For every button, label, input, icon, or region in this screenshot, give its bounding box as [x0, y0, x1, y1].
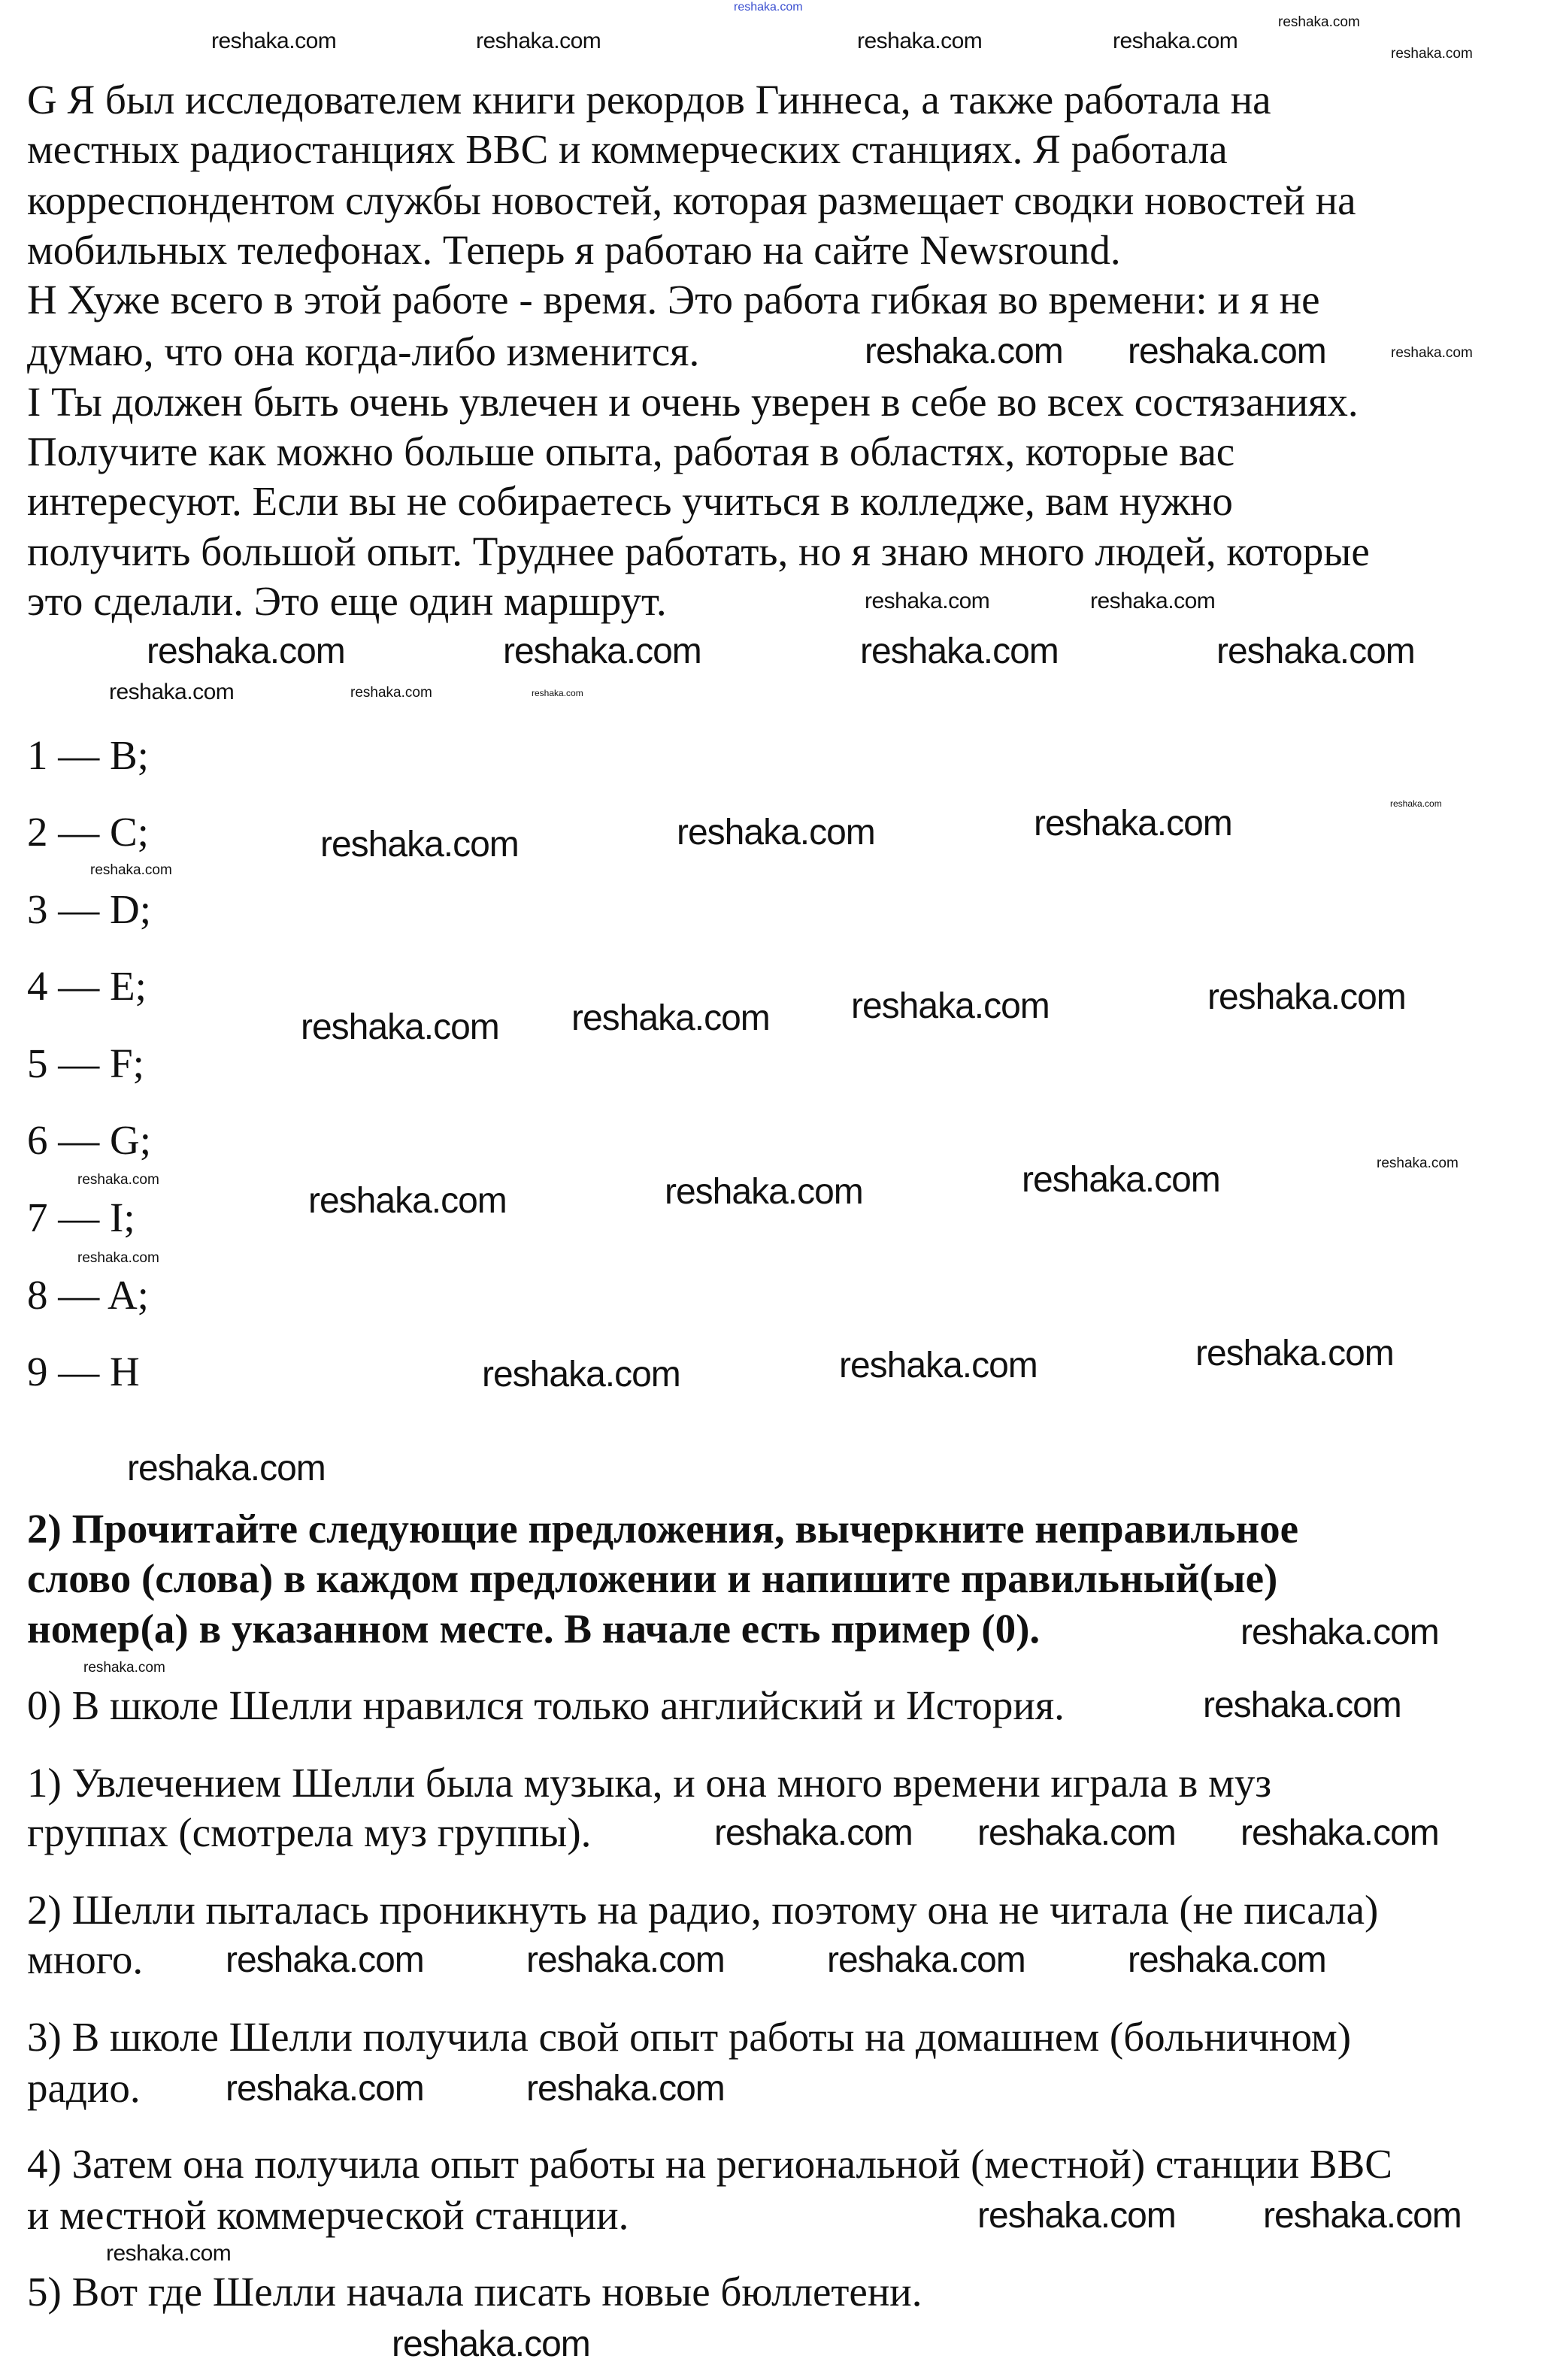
- watermark: reshaka.com: [1128, 1940, 1326, 1980]
- passage-line: мобильных телефонах. Теперь я работаю на сайте Newsround.: [27, 227, 1121, 273]
- watermark: reshaka.com: [127, 1449, 326, 1488]
- task-item: и местной коммерческой станции.: [27, 2192, 629, 2238]
- watermark: reshaka.com: [301, 1007, 499, 1047]
- watermark: reshaka.com: [226, 2069, 424, 2109]
- watermark: reshaka.com: [106, 2241, 232, 2266]
- watermark: reshaka.com: [1390, 798, 1442, 809]
- task-item: 4) Затем она получила опыт работы на региональной (местной) станции BBC: [27, 2141, 1392, 2187]
- answer-item: 3 — D;: [27, 886, 151, 932]
- watermark: reshaka.com: [1203, 1685, 1401, 1725]
- watermark: reshaka.com: [865, 589, 990, 613]
- watermark: reshaka.com: [865, 332, 1063, 371]
- task-item: группах (смотрела муз группы).: [27, 1809, 592, 1855]
- watermark: reshaka.com: [211, 29, 337, 53]
- watermark: reshaka.com: [320, 825, 519, 864]
- watermark: reshaka.com: [1278, 14, 1360, 30]
- watermark: reshaka.com: [1195, 1334, 1394, 1373]
- task-item: радио.: [27, 2065, 141, 2111]
- task-heading-line: номер(а) в указанном месте. В начале есть пример (0).: [27, 1606, 1041, 1652]
- passage-line: интересуют. Если вы не собираетесь учиться в колледже, вам нужно: [27, 478, 1233, 524]
- watermark: reshaka.com: [109, 680, 235, 704]
- answer-item: 8 — A;: [27, 1272, 149, 1318]
- watermark: reshaka.com: [1113, 29, 1238, 53]
- watermark: reshaka.com: [1128, 332, 1326, 371]
- watermark: reshaka.com: [665, 1172, 863, 1212]
- watermark: reshaka.com: [1207, 977, 1406, 1017]
- watermark: reshaka.com: [571, 998, 770, 1038]
- watermark: reshaka.com: [1241, 1813, 1439, 1853]
- watermark: reshaka.com: [83, 1660, 165, 1676]
- answer-item: 2 — C;: [27, 809, 149, 855]
- watermark: reshaka.com: [476, 29, 601, 53]
- watermark: reshaka.com: [714, 1813, 913, 1853]
- watermark: reshaka.com: [392, 2324, 590, 2364]
- answer-item: 1 — B;: [27, 732, 149, 778]
- watermark: reshaka.com: [734, 1, 803, 14]
- answer-item: 9 — H: [27, 1349, 140, 1394]
- task-heading-line: слово (слова) в каждом предложении и напишите правильный(ые): [27, 1555, 1278, 1601]
- watermark: reshaka.com: [77, 1250, 159, 1266]
- watermark: reshaka.com: [1263, 2196, 1462, 2236]
- answer-item: 5 — F;: [27, 1040, 144, 1086]
- watermark: reshaka.com: [532, 688, 583, 698]
- watermark: reshaka.com: [860, 631, 1059, 671]
- watermark: reshaka.com: [1090, 589, 1216, 613]
- task-item: много.: [27, 1936, 144, 1982]
- watermark: reshaka.com: [226, 1940, 424, 1980]
- watermark: reshaka.com: [526, 1940, 725, 1980]
- answer-item: 4 — E;: [27, 963, 147, 1009]
- passage-line: I Ты должен быть очень увлечен и очень уверен в себе во всех состязаниях.: [27, 379, 1359, 425]
- passage-line: корреспондентом службы новостей, которая размещает сводки новостей на: [27, 177, 1356, 223]
- task-heading-line: 2) Прочитайте следующие предложения, вычеркните неправильное: [27, 1506, 1299, 1552]
- watermark: reshaka.com: [857, 29, 983, 53]
- passage-line: это сделали. Это еще один маршрут.: [27, 578, 667, 624]
- passage-line: G Я был исследователем книги рекордов Гиннеса, а также работала на: [27, 77, 1271, 123]
- passage-line: получить большой опыт. Труднее работать, но я знаю много людей, которые: [27, 528, 1370, 574]
- watermark: reshaka.com: [977, 2196, 1176, 2236]
- watermark: reshaka.com: [350, 685, 432, 701]
- answer-item: 6 — G;: [27, 1117, 151, 1163]
- watermark: reshaka.com: [1391, 345, 1473, 361]
- watermark: reshaka.com: [1391, 46, 1473, 62]
- watermark: reshaka.com: [827, 1940, 1025, 1980]
- watermark: reshaka.com: [977, 1813, 1176, 1853]
- watermark: reshaka.com: [1034, 804, 1232, 843]
- task-item: 1) Увлечением Шелли была музыка, и она много времени играла в муз: [27, 1760, 1272, 1806]
- passage-line: местных радиостанциях BBC и коммерческих станциях. Я работала: [27, 126, 1228, 172]
- watermark: reshaka.com: [677, 813, 875, 852]
- watermark: reshaka.com: [482, 1355, 680, 1394]
- task-item: 5) Вот где Шелли начала писать новые бюллетени.: [27, 2269, 922, 2315]
- task-item: 2) Шелли пыталась проникнуть на радио, поэтому она не читала (не писала): [27, 1887, 1379, 1933]
- task-item: 3) В школе Шелли получила свой опыт работы на домашнем (больничном): [27, 2014, 1352, 2060]
- watermark: reshaka.com: [526, 2069, 725, 2109]
- watermark: reshaka.com: [308, 1181, 507, 1221]
- watermark: reshaka.com: [503, 631, 701, 671]
- watermark: reshaka.com: [1216, 631, 1415, 671]
- passage-line: думаю, что она когда-либо изменится.: [27, 329, 700, 374]
- watermark: reshaka.com: [839, 1346, 1038, 1385]
- passage-line: Получите как можно больше опыта, работая в областях, которые вас: [27, 428, 1235, 474]
- watermark: reshaka.com: [77, 1172, 159, 1188]
- watermark: reshaka.com: [90, 862, 172, 878]
- watermark: reshaka.com: [1377, 1155, 1459, 1171]
- task-item: 0) В школе Шелли нравился только английский и История.: [27, 1682, 1065, 1728]
- passage-line: H Хуже всего в этой работе - время. Это работа гибкая во времени: и я не: [27, 277, 1320, 322]
- answer-item: 7 — I;: [27, 1195, 135, 1240]
- watermark: reshaka.com: [1241, 1612, 1439, 1652]
- watermark: reshaka.com: [147, 631, 345, 671]
- watermark: reshaka.com: [851, 986, 1050, 1026]
- watermark: reshaka.com: [1022, 1160, 1220, 1200]
